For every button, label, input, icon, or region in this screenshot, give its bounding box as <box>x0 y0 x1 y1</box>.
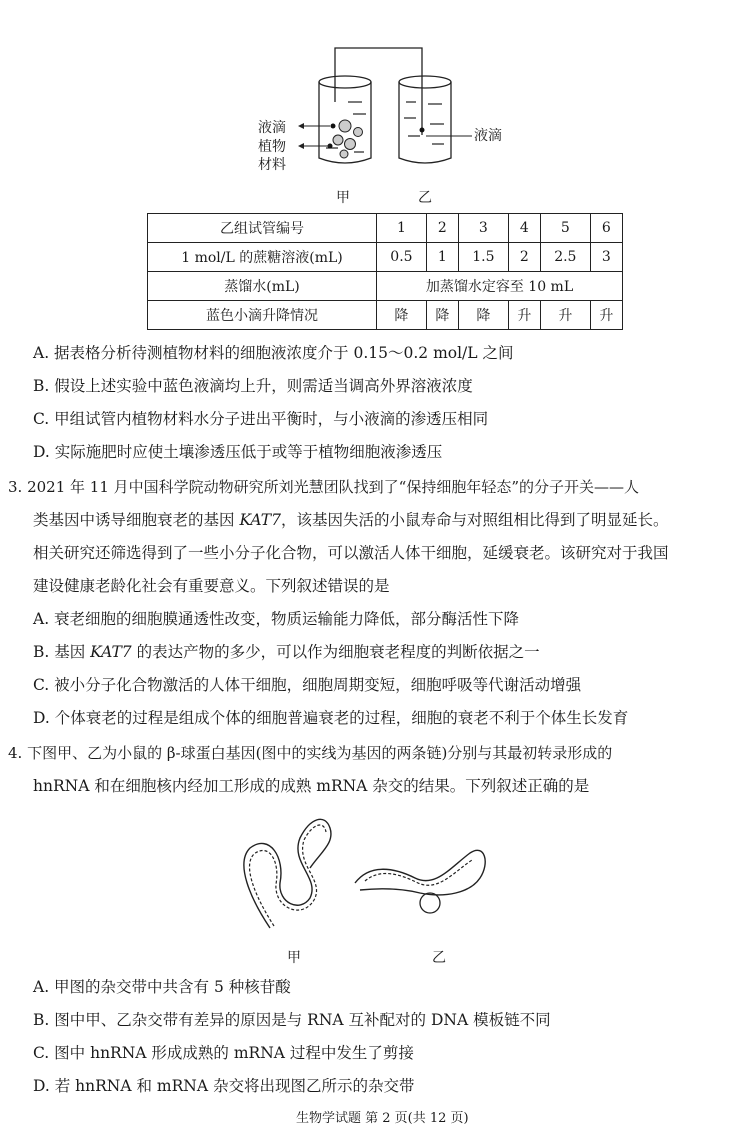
table-cell: 升 <box>540 301 590 330</box>
table-cell: 升 <box>590 301 622 330</box>
caption-jia: 甲 <box>336 190 350 206</box>
q3-option-a: A. 衰老细胞的细胞膜通透性改变，物质运输能力降低，部分酶活性下降 <box>33 610 520 628</box>
q3-option-b: B. 基因 KAT7 的表达产物的多少，可以作为细胞衰老程度的判断依据之一 <box>33 643 540 661</box>
q4-option-a: A. 甲图的杂交带中共含有 5 种核苷酸 <box>33 978 291 996</box>
table-cell: 降 <box>426 301 458 330</box>
q2-option-b: B. 假设上述实验中蓝色液滴均上升，则需适当调高外界溶液浓度 <box>33 377 473 395</box>
table-row <box>148 243 623 272</box>
table-header-cell: 乙组试管编号 <box>148 214 377 243</box>
q4-stem-line1: 4. 下图甲、乙为小鼠的 β-球蛋白基因(图中的实线为基因的两条链)分别与其最初转录形成的 <box>8 744 613 762</box>
table-cell: 降 <box>377 301 427 330</box>
q4-caption-jia: 甲 <box>287 950 301 966</box>
table-cell: 0.5 <box>377 243 427 272</box>
table-cell: 1.5 <box>458 243 508 272</box>
table-cell: 降 <box>458 301 508 330</box>
table-merged-cell: 加蒸馏水定容至 10 mL <box>377 272 623 301</box>
table-cell: 2.5 <box>540 243 590 272</box>
q2-option-a: A. 据表格分析待测植物材料的细胞液浓度介于 0.15～0.2 mol/L 之间 <box>33 344 514 362</box>
beaker-figure <box>250 40 510 210</box>
q3-stem-line4: 建设健康老龄化社会有重要意义。下列叙述错误的是 <box>33 577 390 595</box>
table-cell: 3 <box>590 243 622 272</box>
q3-stem-line3: 相关研究还筛选得到了一些小分子化合物，可以激活人体干细胞，延缓衰老。该研究对于我国 <box>33 544 669 562</box>
page-footer: 生物学试题 第 2 页(共 12 页) <box>296 1111 469 1126</box>
label-material: 材料 <box>258 157 286 173</box>
table-cell: 3 <box>458 214 508 243</box>
table-cell: 2 <box>426 214 458 243</box>
q4-caption-yi: 乙 <box>432 950 446 966</box>
q4-stem-line2: hnRNA 和在细胞核内经加工形成的成熟 mRNA 杂交的结果。下列叙述正确的是 <box>33 777 590 795</box>
table-row <box>148 214 623 243</box>
q2-option-d: D. 实际施肥时应使土壤渗透压低于或等于植物细胞液渗透压 <box>33 443 443 461</box>
table-cell: 4 <box>508 214 540 243</box>
hybrid-yi <box>355 850 485 913</box>
q4-option-d: D. 若 hnRNA 和 mRNA 杂交将出现图乙所示的杂交带 <box>33 1077 415 1095</box>
q2-option-c: C. 甲组试管内植物材料水分子进出平衡时，与小液滴的渗透压相同 <box>33 410 489 428</box>
q3-option-c: C. 被小分子化合物激活的人体干细胞，细胞周期变短，细胞呼吸等代谢活动增强 <box>33 676 582 694</box>
table-cell: 1 <box>377 214 427 243</box>
label-plant: 植物 <box>258 139 286 155</box>
q4-option-c: C. 图中 hnRNA 形成成熟的 mRNA 过程中发生了剪接 <box>33 1044 414 1062</box>
experiment-table <box>147 213 623 330</box>
label-droplet-left: 液滴 <box>258 120 286 136</box>
caption-yi: 乙 <box>418 190 432 206</box>
hybrid-jia <box>244 819 331 928</box>
table-header-cell: 蓝色小滴升降情况 <box>148 301 377 330</box>
table-cell: 6 <box>590 214 622 243</box>
table-cell: 5 <box>540 214 590 243</box>
table-cell: 2 <box>508 243 540 272</box>
q3-stem-line1: 3. 2021 年 11 月中国科学院动物研究所刘光慧团队找到了“保持细胞年轻态”的分子开关——人 <box>8 478 639 496</box>
table-cell: 升 <box>508 301 540 330</box>
q3-option-d: D. 个体衰老的过程是组成个体的细胞普遍衰老的过程，细胞的衰老不利于个体生长发育 <box>33 709 629 727</box>
table-row <box>148 272 623 301</box>
table-cell: 1 <box>426 243 458 272</box>
label-droplet-right: 液滴 <box>474 128 502 144</box>
table-header-cell: 1 mol/L 的蔗糖溶液(mL) <box>148 243 377 272</box>
q3-stem-line2: 类基因中诱导细胞衰老的基因 KAT7，该基因失活的小鼠寿命与对照组相比得到了明显延长。 <box>33 511 669 529</box>
table-header-cell: 蒸馏水(mL) <box>148 272 377 301</box>
hybrid-figure <box>230 808 520 938</box>
table-row <box>148 301 623 330</box>
q4-option-b: B. 图中甲、乙杂交带有差异的原因是与 RNA 互补配对的 DNA 模板链不同 <box>33 1011 551 1029</box>
beaker-yi <box>399 76 472 163</box>
